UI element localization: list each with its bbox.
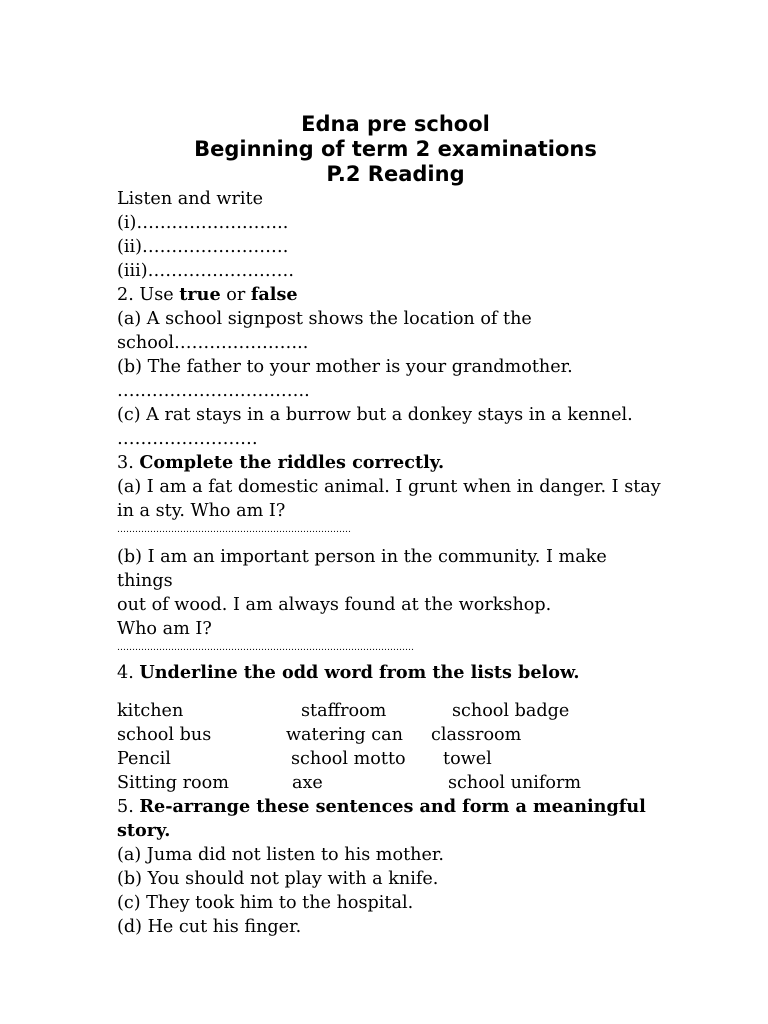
word-item: classroom bbox=[431, 725, 522, 745]
paper-title: P.2 Reading bbox=[326, 162, 465, 186]
question-b: (b) The father to your mother is your grandmother. bbox=[117, 357, 573, 377]
question-number: 5. bbox=[117, 797, 140, 817]
riddle-a-line: (a) I am a fat domestic animal. I grunt when in danger. I stay bbox=[117, 477, 661, 497]
question-number: 4. bbox=[117, 663, 140, 683]
question-c: (c) A rat stays in a burrow but a donkey stays in a kennel. bbox=[117, 405, 633, 425]
answer-line: …………………………………………………………………… bbox=[117, 525, 351, 535]
exam-title: Beginning of term 2 examinations bbox=[194, 137, 597, 161]
answer-line: (ii)……………………. bbox=[117, 237, 289, 257]
word-item: watering can bbox=[286, 725, 403, 745]
section-title: Listen and write bbox=[117, 189, 263, 209]
question-a-continued: school………………….. bbox=[117, 333, 309, 353]
exam-page bbox=[117, 112, 677, 939]
word-item: kitchen bbox=[117, 701, 184, 721]
word-item: staffroom bbox=[301, 701, 387, 721]
word-item: Sitting room bbox=[117, 773, 229, 793]
riddle-b-line: Who am I? bbox=[117, 619, 212, 639]
section-title: Complete the riddles correctly. bbox=[139, 452, 445, 473]
word-item: school bus bbox=[117, 725, 212, 745]
answer-line: ……………………………………………………………………………………… bbox=[117, 643, 414, 653]
word-item: Pencil bbox=[117, 749, 171, 769]
section-heading bbox=[117, 451, 677, 475]
answer-line: …………………… bbox=[117, 429, 258, 449]
sentence-item: (b) You should not play with a knife. bbox=[117, 869, 439, 889]
section-heading bbox=[117, 661, 677, 685]
section-true-or-false bbox=[117, 283, 677, 451]
answer-line: ….……………………….. bbox=[117, 381, 310, 401]
section-title-continued: story. bbox=[117, 820, 171, 841]
section-title: Re-arrange these sentences and form a meaningful bbox=[139, 796, 646, 817]
spacer bbox=[117, 685, 677, 699]
section-rearrange bbox=[117, 795, 677, 939]
sentence-item: (c) They took him to the hospital. bbox=[117, 893, 414, 913]
section-listen-and-write bbox=[117, 187, 677, 283]
answer-line: (iii)……………………. bbox=[117, 261, 294, 281]
word-item: school badge bbox=[452, 701, 570, 721]
section-odd-word bbox=[117, 661, 677, 795]
question-number: 3. bbox=[117, 453, 140, 473]
word-item: school motto bbox=[291, 749, 406, 769]
word-item: axe bbox=[292, 773, 323, 793]
exam-header bbox=[114, 112, 677, 187]
word-item: towel bbox=[443, 749, 492, 769]
section-heading bbox=[117, 795, 677, 819]
sentence-item: (d) He cut his finger. bbox=[117, 917, 302, 937]
keyword-false: false bbox=[250, 284, 298, 305]
answer-line: (i)…………………….. bbox=[117, 213, 289, 233]
section-title: Underline the odd word from the lists below. bbox=[139, 662, 580, 683]
sentence-item: (a) Juma did not listen to his mother. bbox=[117, 845, 444, 865]
riddle-a-line: in a sty. Who am I? bbox=[117, 501, 286, 521]
riddle-b-line: out of wood. I am always found at the workshop. bbox=[117, 595, 552, 615]
riddle-b-line: things bbox=[117, 571, 173, 591]
riddle-b-line: (b) I am an important person in the community. I make bbox=[117, 547, 607, 567]
school-name: Edna pre school bbox=[301, 112, 490, 136]
connector-text: or bbox=[220, 285, 251, 305]
keyword-true: true bbox=[179, 284, 221, 305]
section-heading bbox=[117, 283, 677, 307]
word-list bbox=[117, 699, 677, 795]
question-number: 2. Use bbox=[117, 285, 180, 305]
question-a: (a) A school signpost shows the location of the bbox=[117, 309, 532, 329]
word-item: school uniform bbox=[448, 773, 582, 793]
section-riddles bbox=[117, 451, 677, 655]
